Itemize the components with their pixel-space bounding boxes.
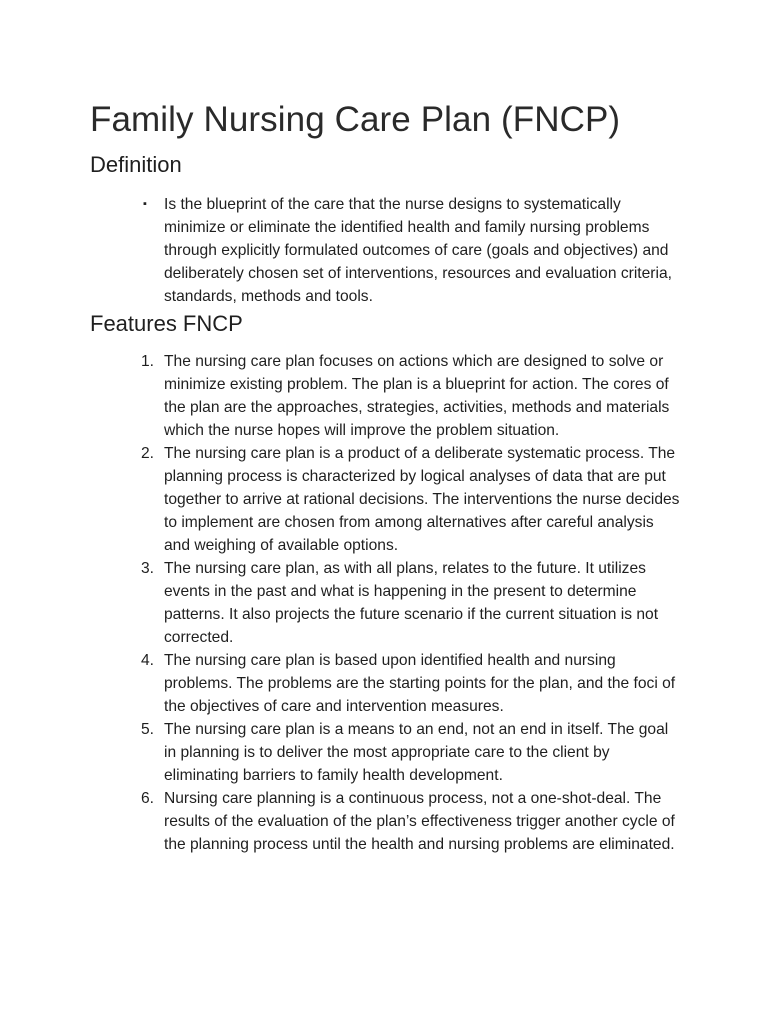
item-number: 5. <box>141 721 155 738</box>
item-text: The nursing care plan is a product of a deliberate systematic process. The planning process is characterized by logical analyses of data that are put together to arrive at rational decisions. The interventions the nurse decides to implement are chosen from among alternatives after careful analysis and weighing of available options. <box>164 445 680 554</box>
list-item <box>141 718 684 787</box>
item-text: Nursing care planning is a continuous process, not a one-shot-deal. The results of the evaluation of the plan’s effectiveness trigger another cycle of the planning process until the health and nursing problems are eliminated. <box>164 790 675 853</box>
item-number: 2. <box>141 445 155 462</box>
list-item <box>141 787 684 856</box>
item-text: The nursing care plan is a means to an end, not an end in itself. The goal in planning is to deliver the most appropriate care to the client by eliminating barriers to family health development. <box>164 721 669 784</box>
item-text: The nursing care plan, as with all plans, relates to the future. It utilizes events in the past and what is happening in the present to determine patterns. It also projects the future scenario if the current situation is not corrected. <box>164 560 659 646</box>
square-bullet-icon: ▪ <box>143 198 147 210</box>
features-heading: Features FNCP <box>90 311 243 336</box>
list-item <box>141 442 684 557</box>
item-text: The nursing care plan focuses on actions which are designed to solve or minimize existing problem. The plan is a blueprint for action. The cores of the plan are the approaches, strategies, activities, methods and materials which the nurse hopes will improve the problem situation. <box>164 353 670 439</box>
list-item <box>141 649 684 718</box>
item-text: The nursing care plan is based upon identified health and nursing problems. The problems are the starting points for the plan, and the foci of the objectives of care and intervention measures. <box>164 652 676 715</box>
item-number: 6. <box>141 790 155 807</box>
definition-list <box>143 193 684 308</box>
list-item <box>141 557 684 649</box>
item-number: 4. <box>141 652 155 669</box>
document-title: Family Nursing Care Plan (FNCP) <box>90 100 621 139</box>
definition-heading: Definition <box>90 152 182 177</box>
item-number: 3. <box>141 560 155 577</box>
item-number: 1. <box>141 353 155 370</box>
list-item <box>143 193 684 308</box>
definition-text: Is the blueprint of the care that the nurse designs to systematically minimize or eliminate the identified health and family nursing problems through explicitly formulated outcomes of care (goals and objectives) and deliberately chosen set of interventions, resources and evaluation criteria, standards, methods and tools. <box>164 196 672 305</box>
list-item <box>141 350 684 442</box>
features-list <box>141 350 684 856</box>
